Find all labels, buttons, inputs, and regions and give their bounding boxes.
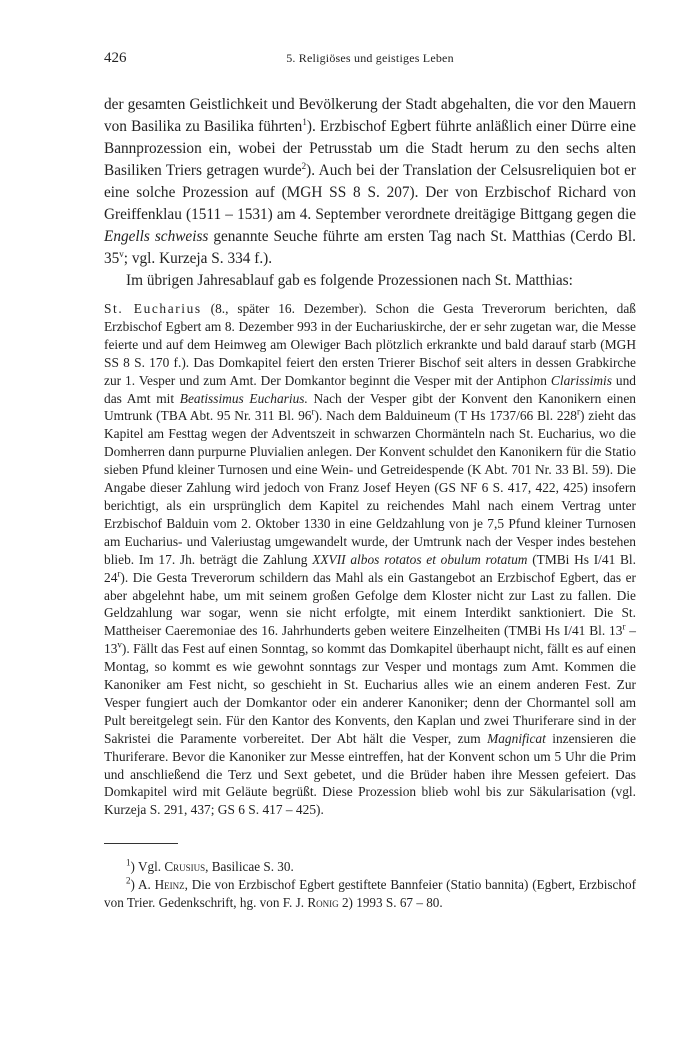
footnote-ref-1: 1	[302, 116, 307, 127]
footnote-divider	[104, 843, 178, 844]
intro-text	[104, 94, 636, 292]
intro-paragraph-1: der gesamten Geistlichkeit und Bevölkerung der Stadt abgehalten, die vor den Mauern von Basilika zu Basilika führten$^1$). Erzbischof Egbert führte anläßlich einer Dürre eine Bannprozession ein, wobei der Petrusstab um die Stadt herum zu den sechs alten Basiliken Triers getragen wurde$^2$). Auch bei der Translation der Celsusreliquien bot er eine solche Prozession auf (MGH SS 8 S. 207). Der von Erzbischof Richard von Greiffenklau (1511 – 1531) am 4. September verordnete dreitägige Bittgang gegen die Engells schweiss genannte Seuche führte am ersten Tag nach St. Matthias (Cerdo Bl. 35$^v$; vgl. Kurzeja S. 334 f.).	[104, 96, 637, 267]
entry-title: St. Eucharius	[104, 301, 202, 316]
entry-st-eucharius: St. Eucharius (8., später 16. Dezember). Schon die Gesta Treverorum berichten, daß Erzbischof Egbert am 8. Dezember 993 in der Euchariuskirche, der er sehr zugetan war, die Messe feierte und auf dem Heimweg am Olewiger Bach plötzlich erkrankte und bald darauf starb (MGH SS 8 S. 170 f.). Das Domkapitel feiert den ersten Trierer Bischof seit alters in dessen Grabkirche zur 1. Vesper und zum Amt. Der Domkantor beginnt die Vesper mit der Antiphon Clarissimis und das Amt mit Beatissimus Eucharius. Nach der Vesper gibt der Konvent den Kanonikern einen Umtrunk (TBA Abt. 95 Nr. 311 Bl. 96$^r$). Nach dem Balduineum (T Hs 1737/66 Bl. 228$^r$) zieht das Kapitel am Festtag wegen der Adventszeit in schwarzen Chormänteln nach St. Eucharius, wo die Domherren dann purpurne Pluvialien anlegen. Der Konvent schuldet den Kanonikern für die Statio sieben Pfund kleiner Turnosen und eine Wein- und Getreidespende (K Abt. 701 Nr. 33 Bl. 59). Die Angabe dieser Zahlung wird jedoch von Franz Josef Heyen (GS NF 6 S. 417, 422, 425) insofern berichtigt, als ein ursprünglich dem Kapitel zu reichendes Mahl nach einem Vertrag unter Erzbischof Balduin vom 2. Oktober 1330 in eine Geldzahlung von je 7,5 Pfund kleiner Turnosen am Eucharius- und Valeriustag umgewandelt wurde, der Umtrunk nach der Vesper indes bestehen blieb. Im 17. Jh. beträgt die Zahlung XXVII albos rotatos et obulum rotatum (TMBi Hs I/41 Bl. 24$^r$). Die Gesta Treverorum schildern das Mahl als ein Gastangebot an Erzbischof Egbert, das er aber abgelehnt habe, um mit seinem großen Gefolge dem Kloster nicht zur Last zu fallen. Die Geldzahlung war sogar, wenn sie nicht erfolgte, mit einem Interdikt sanktioniert. Die St. Mattheiser Caeremoniae des 16. Jahrhunderts geben weitere Einzelheiten (TMBi Hs I/41 Bl. 13$^r$ – 13$^v$). Fällt das Fest auf einen Sonntag, so kommt das Domkapitel überhaupt nicht, fällt es auf einen Montag, so kommt es wie gewohnt sonntags zur Vesper und montags zum Amt. Kommen die Kanoniker am Fest nicht, so geschieht in St. Eucharius alles wie an einem anderen Fest. Zur Vesper fungiert auch der Domkantor oder ein anderer Kanoniker; denn der Chormantel soll am Pult bereitgelegt sein. Für den Kantor des Konvents, den Kaplan und zwei Thuriferare sind in der Sakristei die Paramente vorbereitet. Der Abt hält die Vesper, zum Magnificat inzensieren die Thuriferare. Bevor die Kanoniker zur Messe eintreffen, hat der Konvent schon um 5 Uhr die Prim und anschließend die Terz und Sext gebetet, und die Brüder haben ihre Messen gefeiert. Das Domkapitel wird mit Geläute begrüßt. Diese Prozession blieb wohl bis zur Säkularisation (vgl. Kurzeja S. 291, 437; GS 6 S. 417 – 425).	[104, 301, 636, 818]
intro-paragraph-2: Im übrigen Jahresablauf gab es folgende Prozessionen nach St. Matthias:	[126, 272, 573, 289]
footnote-ref-2: 2	[301, 160, 307, 171]
footnotes	[104, 858, 636, 912]
footnote-1: $^1$) Vgl. Crusius, Basilicae S. 30.	[126, 857, 294, 875]
running-head: 5. Religiöses und geistiges Leben	[286, 51, 454, 65]
footnote-2: $^2$) A. Heinz, Die von Erzbischof Egbert gestiftete Bannfeier (Statio bannita) (Egbert, Erzbischof von Trier. Gedenkschrift, hg. von F. J. Ronig 2) 1993 S. 67 – 80.	[104, 875, 636, 911]
page-number: 426	[104, 50, 127, 66]
page-header	[104, 50, 636, 74]
book-page	[104, 50, 636, 912]
